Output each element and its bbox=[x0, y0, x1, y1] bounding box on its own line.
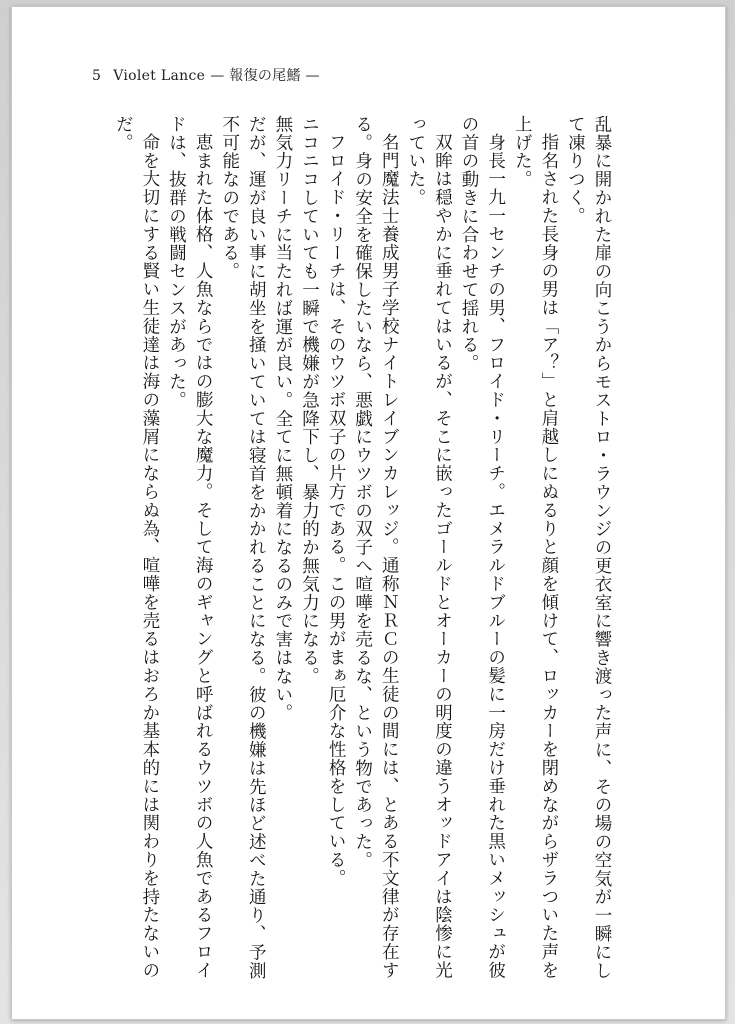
paragraph: 無気力リーチに当たれば運が良い。全てに無頓着になるのみで害はない。 bbox=[272, 115, 293, 723]
paragraph: 指名された長身の男は「ア？」と肩越しにぬるりと顔を傾けて、ロッカーを閉めながらザラついた声を上げた。 bbox=[512, 115, 559, 979]
series-title: Violet Lance bbox=[113, 68, 206, 84]
vertical-text-body bbox=[110, 115, 615, 985]
page-number: 5 bbox=[92, 68, 102, 84]
paragraph: 名門魔法士養成男子学校ナイトレイブンカレッジ。通称ＮＲＣの生徒の間には、とある不文律が存在する。身の安全を確保したいなら、悪戯にウツボの双子へ喧嘩を売るな、という物であった。 bbox=[352, 115, 400, 979]
paragraph: 命を大切にする賢い生徒達は海の藻屑にならぬ為、喧嘩を売るはおろか基本的には関わりを持たないのだ。 bbox=[113, 115, 160, 979]
paragraph: 恵まれた体格、人魚ならではの膨大な魔力。そして海のギャングと呼ばれるウツボの人魚であるフロイドは、抜群の戦闘センスがあった。 bbox=[166, 115, 214, 979]
paragraph: だが、運が良い事に胡坐を掻いていては寝首をかかれることになる。彼の機嫌は先ほど述べた通り、予測不可能なのである。 bbox=[219, 115, 267, 980]
paragraph: フロイド・リーチは、そのウツボ双子の片方である。この男がまぁ厄介な性格をしている。 bbox=[326, 132, 347, 887]
paragraph: ニコニコしていても一瞬で機嫌が急降下し、暴力的か無気力になる。 bbox=[299, 115, 320, 686]
paragraph: 乱暴に開かれた扉の向こうからモストロ・ラウンジの更衣室に響き渡った声に、その場の空気が一瞬にして凍りつく。 bbox=[565, 115, 612, 980]
book-page bbox=[11, 6, 726, 1020]
chapter-title: — 報復の尾鰭 — bbox=[210, 68, 320, 84]
running-header bbox=[92, 65, 320, 85]
paragraph: 身長一九一センチの男、フロイド・リーチ。エメラルドブルーの髪に一房だけ垂れた黒いメッシュが彼の首の動きに合わせて揺れる。 bbox=[459, 115, 506, 979]
paragraph: 双眸は穏やかに垂れてはいるが、そこに嵌ったゴールドとオーカーの明度の違うオッドアイは陰惨に光っていた。 bbox=[405, 115, 453, 979]
